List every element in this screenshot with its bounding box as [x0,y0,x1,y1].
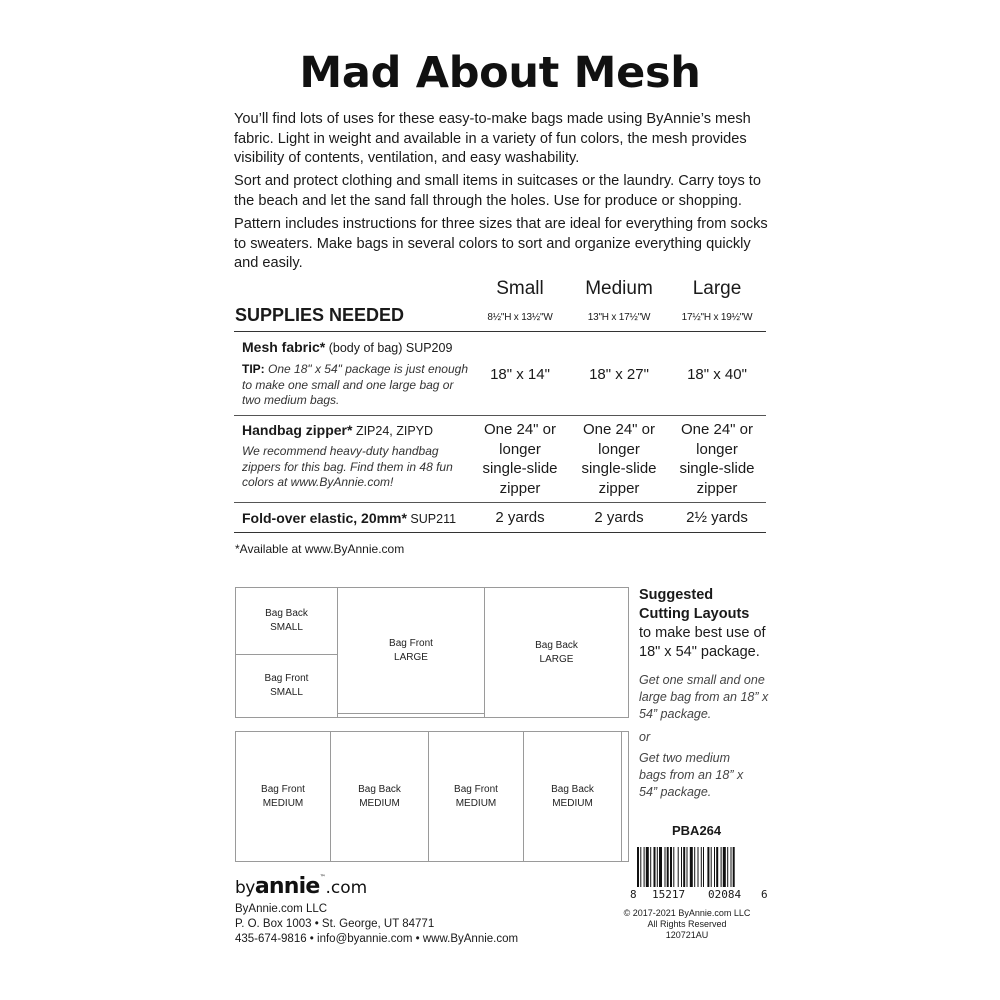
revision-code: 120721AU [665,930,709,940]
supply-tip-mesh [242,362,472,409]
byannie-logo: byannie™.com [235,874,368,899]
elastic-value-large: 2½ yards [686,509,748,526]
piece-bag-back-large: Bag Back LARGE [484,587,629,718]
intro-paragraph-1: You’ll find lots of uses for these easy-to-make bags made using ByAnnie’s mesh fabric. Light in weight and available in a variety of fun colors, the mesh provides visibility of contents, ventilation, and easy washability. [234,111,751,166]
size-dims-large: 17½"H x 19½"W [681,312,753,323]
cutting-layouts-subtext: to make best use of 18" x 54" package. [639,625,766,660]
barcode-digit-lead: 8 [630,888,637,901]
zipper-value-large: One 24" or longer single-slide zipper [679,421,755,497]
barcode-icon [637,847,769,887]
supply-item-name: Fold-over elastic, 20mm* [242,510,407,526]
product-code: PBA264 [672,823,722,838]
piece-bag-front-medium-1: Bag Front MEDIUM [235,731,331,862]
cutting-layouts-heading: Suggested Cutting Layouts [639,587,750,622]
layout-or-note: or [639,730,651,744]
mesh-value-medium: 18" x 27" [589,366,649,383]
piece-bag-front-large: Bag Front LARGE [337,587,485,714]
copyright-line: © 2017-2021 ByAnnie.com LLC [623,908,751,918]
zipper-value-medium: One 24" or longer single-slide zipper [581,421,657,497]
contact-line: 435-674-9816 • info@byannie.com • www.ByAnnie.com [235,933,519,945]
supply-row-mesh [242,339,452,355]
supply-item-name: Handbag zipper* [242,422,353,438]
size-header-large: Large [692,278,742,299]
supplies-heading: SUPPLIES NEEDED [235,305,405,325]
tip-label: TIP: [242,362,265,376]
intro-paragraph-3: Pattern includes instructions for three sizes that are ideal for everything from socks to sweaters. Make bags in several colors to sort and organize everything quickly and easily. [234,216,768,271]
tip-text: One 18" x 54" package is just enough to make one small and one large bag or two medium bags. [242,362,468,407]
supply-item-name: Mesh fabric* [242,339,326,355]
elastic-value-small: 2 yards [495,509,545,526]
supply-item-detail: ZIP24, ZIPYD [352,424,434,438]
supply-row-elastic [242,510,456,526]
piece-bag-back-small: Bag Back SMALL [235,587,338,655]
barcode-digits-left: 15217 [652,888,686,901]
availability-footnote: *Available at www.ByAnnie.com [235,542,405,556]
table-rule-bottom [234,532,766,533]
supply-item-detail: SUP211 [406,512,457,526]
barcode-digit-check: 6 [761,888,768,901]
company-address [235,902,518,947]
size-header-medium: Medium [585,278,653,299]
supply-tip-zipper: We recommend heavy-duty handbag zippers for this bag. Find them in 48 fun colors at www.ByAnnie.com! [242,444,453,489]
piece-bag-front-small: Bag Front SMALL [235,654,338,718]
rights-line: All Rights Reserved [647,919,727,929]
size-dims-small: 8½"H x 13½"W [487,312,553,323]
copyright-block [622,908,752,941]
intro-paragraph-2: Sort and protect clothing and small items in suitcases or the laundry. Carry toys to the beach and let the sand fall through the holes. Use for produce or shopping. [234,173,761,209]
zipper-value-small: One 24" or longer single-slide zipper [482,421,558,497]
layout-option-2-note: Get two medium bags from an 18” x 54” package. [639,751,744,799]
piece-bag-back-medium-1: Bag Back MEDIUM [330,731,429,862]
company-name: ByAnnie.com LLC [235,903,328,915]
piece-bag-back-medium-2: Bag Back MEDIUM [523,731,622,862]
layout-option-1-note: Get one small and one large bag from an 18” x 54” package. [639,673,769,721]
table-rule-2 [234,502,766,503]
postal-address: P. O. Box 1003 • St. George, UT 84771 [235,918,435,930]
supply-row-zipper [242,422,433,438]
supply-item-detail: (body of bag) SUP209 [325,341,453,355]
mesh-value-small: 18" x 14" [490,366,550,383]
size-header-small: Small [496,278,544,299]
barcode-digits-right: 02084 [708,888,742,901]
mesh-value-large: 18" x 40" [687,366,747,383]
table-rule-top [234,331,766,332]
piece-bag-front-medium-2: Bag Front MEDIUM [428,731,524,862]
table-rule-1 [234,415,766,416]
page-title: Mad About Mesh [299,48,701,98]
elastic-value-medium: 2 yards [594,509,644,526]
size-dims-medium: 13"H x 17½"W [587,312,651,323]
